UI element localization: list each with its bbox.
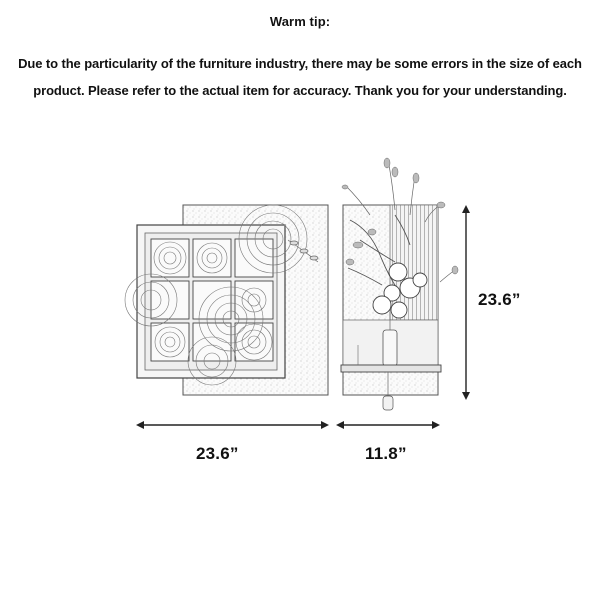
height-label: 23.6”	[478, 290, 521, 309]
right-width-label: 11.8”	[365, 444, 407, 463]
warm-tip-line-2: product. Please refer to the actual item for accuracy. Thank you for your understanding.	[33, 83, 567, 98]
square-wall-panel	[125, 205, 328, 395]
warm-tip-line-1: Due to the particularity of the furniture industry, there may be some errors in the size of each	[18, 56, 582, 71]
warm-tip-title: Warm tip:	[269, 14, 331, 29]
floral-shelf-panel	[341, 158, 458, 410]
left-width-label: 23.6”	[196, 444, 239, 463]
